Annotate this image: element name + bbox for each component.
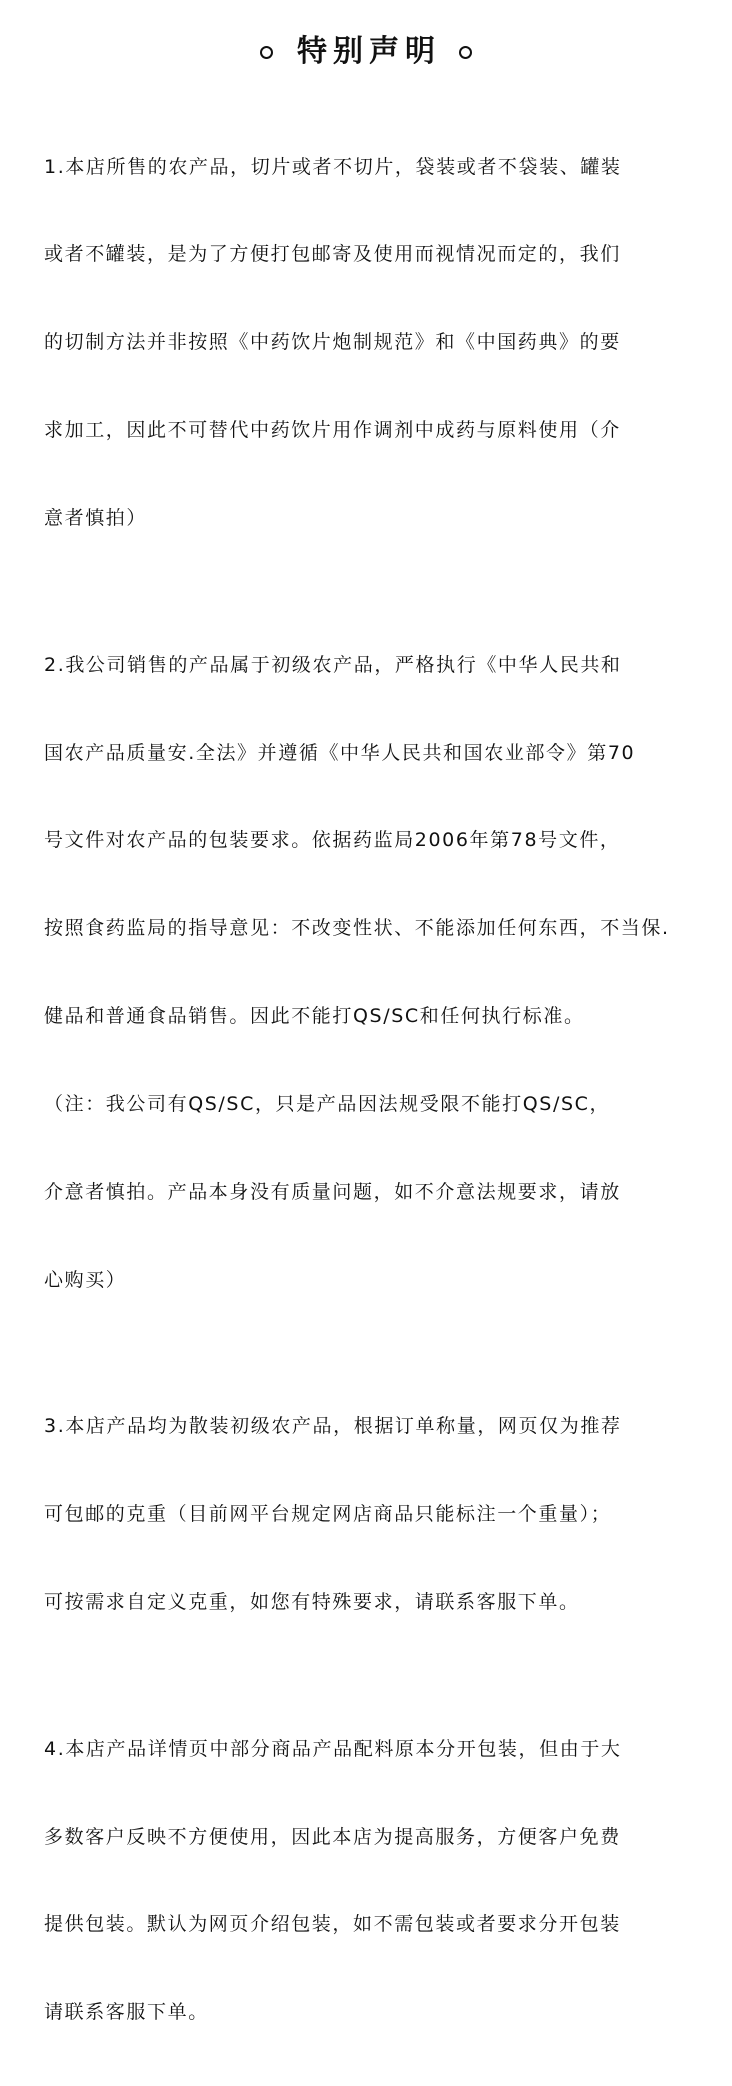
text-line: 国农产品质量安.全法》并遵循《中华人民共和国农业部令》第70 (44, 741, 636, 764)
title-row (0, 30, 732, 74)
statement-paragraph-1 (44, 94, 700, 592)
text-line: 健品和普通食品销售。因此不能打QS/SC和任何执行标准。 (44, 1005, 585, 1028)
statement-paragraph-4 (44, 1676, 700, 2086)
text-line: 按照食药监局的指导意见：不改变性状、不能添加任何东西，不当保. (44, 917, 670, 940)
text-line: 求加工，因此不可替代中药饮片用作调剂中成药与原料使用（介 (44, 419, 621, 442)
text-line: 多数客户反映不方便使用，因此本店为提高服务，方便客户免费 (44, 1825, 621, 1848)
text-line: 号文件对农产品的包装要求。依据药监局2006年第78号文件， (44, 829, 621, 852)
circle-icon (260, 46, 273, 59)
text-line: 心购买） (44, 1268, 127, 1291)
statement-paragraph-3 (44, 1354, 700, 1676)
text-line: 可包邮的克重（目前网平台规定网店商品只能标注一个重量）； (44, 1503, 612, 1526)
text-line: 3.本店产品均为散装初级农产品，根据订单称量，网页仅为推荐 (44, 1415, 622, 1438)
text-line: 4.本店产品详情页中部分商品产品配料原本分开包装，但由于大 (44, 1737, 622, 1760)
text-line: 请联系客服下单。 (44, 2001, 209, 2024)
text-line: （注：我公司有QS/SC，只是产品因法规受限不能打QS/SC， (44, 1093, 611, 1116)
text-line: 2.我公司销售的产品属于初级农产品，严格执行《中华人民共和 (44, 653, 622, 676)
statement-content (44, 94, 700, 2086)
text-line: 提供包装。默认为网页介绍包装，如不需包装或者要求分开包装 (44, 1913, 621, 1936)
page-title: 特别声明 (297, 34, 441, 69)
text-line: 1.本店所售的农产品，切片或者不切片，袋装或者不袋装、罐装 (44, 155, 622, 178)
statement-paragraph-2 (44, 592, 700, 1354)
text-line: 的切制方法并非按照《中药饮片炮制规范》和《中国药典》的要 (44, 331, 621, 354)
text-line: 介意者慎拍。产品本身没有质量问题，如不介意法规要求，请放 (44, 1180, 621, 1203)
text-line: 意者慎拍） (44, 507, 148, 530)
text-line: 可按需求自定义克重，如您有特殊要求，请联系客服下单。 (44, 1591, 580, 1614)
circle-icon (459, 46, 472, 59)
text-line: 或者不罐装，是为了方便打包邮寄及使用而视情况而定的，我们 (44, 243, 621, 266)
